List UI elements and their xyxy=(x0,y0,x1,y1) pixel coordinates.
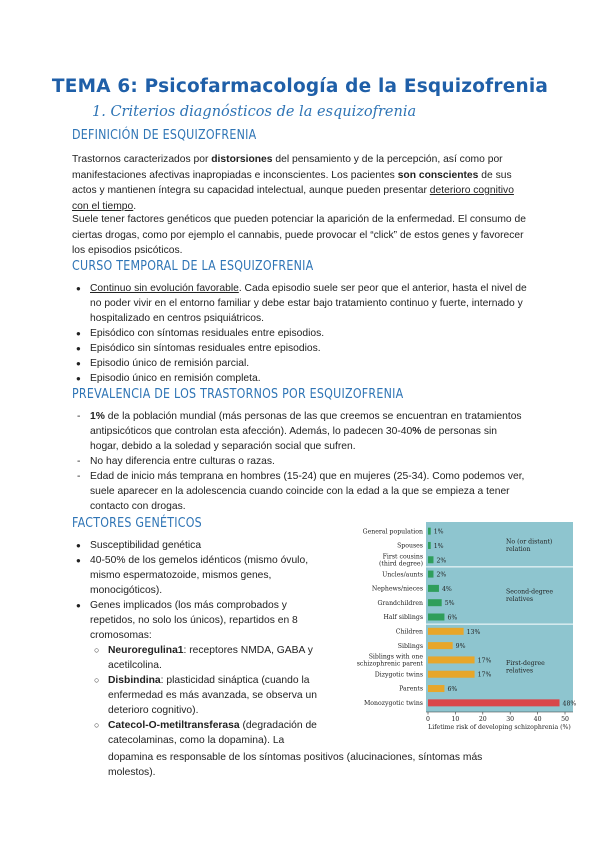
definicion-paragraph-2: Suele tener factores genéticos que pueden potenciar la aparición de la enfermedad. El consumo de ciertas drogas, como por ejemplo el cannabis, puede provocar el “click” de estos genes y favorecer los episodios psicóticos. xyxy=(72,214,526,256)
sublist-item xyxy=(90,643,334,673)
page-title: TEMA 6: Psicofarmacología de la Esquizofrenia xyxy=(51,76,549,97)
bar-value-label-9: 17% xyxy=(477,657,492,665)
curso-list xyxy=(72,281,528,386)
bar-6 xyxy=(428,614,444,621)
list-item: - Edad de inicio más temprana en hombres (15-24) que en mujeres (25-34). Como podemos ver, suele aparecer en la adolescencia cuando coincide con la edad a la que se empieza a tener contacto con drogas. xyxy=(72,469,528,514)
bold-run: Disbindina xyxy=(108,675,161,686)
heading-curso: CURSO TEMPORAL DE LA ESQUIZOFRENIA xyxy=(72,258,314,274)
category-label-6: Half siblings xyxy=(383,614,423,622)
list-item xyxy=(72,598,334,748)
group-label-0-line-1: relation xyxy=(506,545,531,553)
bar-value-label-0: 1% xyxy=(433,528,444,536)
section-subtitle: 1. Criterios diagnósticos de la esquizofrenia xyxy=(92,104,417,120)
category-label-9-line-0: Siblings with one xyxy=(368,653,423,661)
category-label-5: Grandchildren xyxy=(377,599,423,607)
category-label-1: Spouses xyxy=(397,542,423,550)
sublist-item xyxy=(90,673,334,718)
bar-3 xyxy=(428,571,433,578)
prevalencia-list xyxy=(72,409,528,514)
heading-definicion: DEFINICIÓN DE ESQUIZOFRENIA xyxy=(72,127,257,143)
category-label-10: Dizygotic twins xyxy=(374,671,423,679)
bar-value-label-7: 13% xyxy=(466,628,481,636)
geneticos-tail: dopamina es responsable de los síntomas positivos (alucinaciones, síntomas más molestos). xyxy=(108,752,483,778)
bar-0 xyxy=(428,528,431,535)
category-label-9-line-1: schizophrenic parent xyxy=(356,660,423,668)
x-tick-label-4: 40 xyxy=(533,716,542,723)
bold-run: Catecol-O-metiltransferasa xyxy=(108,720,240,731)
category-label-2-line-0: First cousins xyxy=(382,553,423,561)
list-item xyxy=(72,409,528,454)
bold-run: son conscientes xyxy=(397,169,479,181)
bar-value-label-4: 4% xyxy=(441,585,452,593)
group-label-0-line-0: No (or distant) xyxy=(506,538,553,546)
text-run: de la población mundial (más personas de las que creemos se encuentran en tratamientos antipsicóticos que controlan esta afección). Además, lo padecen 30-40 xyxy=(90,411,522,437)
category-label-12: Monozygotic twins xyxy=(363,700,423,708)
text-run: (degradación de catecolaminas, como la dopamina). La xyxy=(108,720,317,746)
text-run: : plasticidad sináptica (cuando la enfermedad es más avanzada, se observa un deterioro cognitivo). xyxy=(108,675,317,716)
group-label-2-line-0: First-degree xyxy=(506,660,545,668)
list-item: ● Episódico sin síntomas residuales entre episodios. xyxy=(72,341,528,356)
x-tick-label-3: 30 xyxy=(506,716,515,723)
category-label-11: Parents xyxy=(399,685,423,693)
text-run: Trastornos caracterizados por xyxy=(72,154,212,165)
text-run: Genes implicados (los más comprobados y repetidos, no solo los únicos), repartidos en 8 cromosomas: xyxy=(90,600,298,641)
x-axis-title: Lifetime risk of developing schizophrenia (%) xyxy=(428,724,571,731)
underline-run: Continuo sin evolución favorable xyxy=(90,283,239,294)
group-label-1-line-1: relatives xyxy=(506,596,534,604)
list-item: ● Episodio único en remisión completa. xyxy=(72,371,528,386)
x-tick-label-0: 0 xyxy=(426,716,430,723)
underline-run: deterioro cognitivo con el tiempo xyxy=(72,185,514,212)
group-label-2-line-1: relatives xyxy=(506,667,534,675)
bar-1 xyxy=(428,542,431,549)
text-run: de sus actos y mantienen íntegra su capacidad intelectual, aunque pueden presentar xyxy=(72,169,512,196)
x-tick-label-5: 50 xyxy=(561,716,569,723)
bar-value-label-8: 9% xyxy=(455,643,466,651)
list-item: ● Susceptibilidad genética xyxy=(72,538,334,553)
genes-sublist xyxy=(90,643,334,748)
category-label-8: Siblings xyxy=(397,642,423,650)
bar-value-label-11: 6% xyxy=(447,686,458,694)
bar-8 xyxy=(428,642,453,649)
category-label-3: Uncles/aunts xyxy=(382,571,423,579)
bar-value-label-10: 17% xyxy=(477,671,492,679)
bar-value-label-12: 48% xyxy=(562,700,577,708)
bar-2 xyxy=(428,556,433,563)
category-label-7: Children xyxy=(395,628,423,636)
text-run: de personas sin hogar, debido a la soledad y separación social que sufren. xyxy=(90,426,497,452)
list-item xyxy=(72,281,528,326)
list-item: ● Episódico con síntomas residuales entre episodios. xyxy=(72,326,528,341)
text-run: del pensamiento y de la percepción, así como por manifestaciones afectivas inapropiadas e inconscientes. Los pacientes xyxy=(72,154,503,181)
bold-run: distorsiones xyxy=(211,154,273,165)
bar-value-label-3: 2% xyxy=(436,571,447,579)
x-tick-label-1: 10 xyxy=(451,716,460,723)
text-run: : receptores NMDA, GABA y acetilcolina. xyxy=(108,645,313,671)
category-label-4: Nephews/nieces xyxy=(371,585,423,593)
bar-12 xyxy=(428,699,560,706)
bold-run: Neuroregulina1 xyxy=(108,645,184,656)
heading-prevalencia: PREVALENCIA DE LOS TRASTORNOS POR ESQUIZOFRENIA xyxy=(72,386,404,402)
list-item: ● Episodio único de remisión parcial. xyxy=(72,356,528,371)
bar-value-label-6: 6% xyxy=(447,614,458,622)
bar-4 xyxy=(428,585,439,592)
bar-value-label-1: 1% xyxy=(433,542,444,550)
sublist-item xyxy=(90,718,334,748)
bar-5 xyxy=(428,599,442,606)
list-item: - No hay diferencia entre culturas o razas. xyxy=(72,454,528,469)
x-tick-label-2: 20 xyxy=(478,716,487,723)
bar-11 xyxy=(428,685,444,692)
bar-10 xyxy=(428,671,475,678)
bar-value-label-5: 5% xyxy=(444,600,455,608)
bar-7 xyxy=(428,628,464,635)
text-run: . Cada episodio suele ser peor que el anterior, hasta el nivel de no poder vivir en el entorno familiar y debe estar bajo tratamiento continuo y fuerte, internado y hospitalizado en centros psiquiátricos. xyxy=(90,283,527,324)
bold-run: % xyxy=(412,426,422,437)
group-label-1-line-0: Second-degree xyxy=(506,588,553,596)
list-item: ● 40-50% de los gemelos idénticos (mismo óvulo, mismo espermatozoide, mismos genes, monocigóticos). xyxy=(72,553,334,598)
text-run: . xyxy=(133,200,137,212)
category-label-0: General population xyxy=(362,528,423,536)
heading-geneticos: FACTORES GENÉTICOS xyxy=(72,515,202,531)
bar-value-label-2: 2% xyxy=(436,557,447,565)
bar-9 xyxy=(428,656,475,663)
geneticos-list xyxy=(72,538,334,748)
schizophrenia-risk-chart xyxy=(344,518,578,743)
bold-run: 1% xyxy=(90,411,105,422)
definicion-paragraph-1 xyxy=(72,152,528,214)
category-label-2-line-1: (third degree) xyxy=(378,560,423,568)
